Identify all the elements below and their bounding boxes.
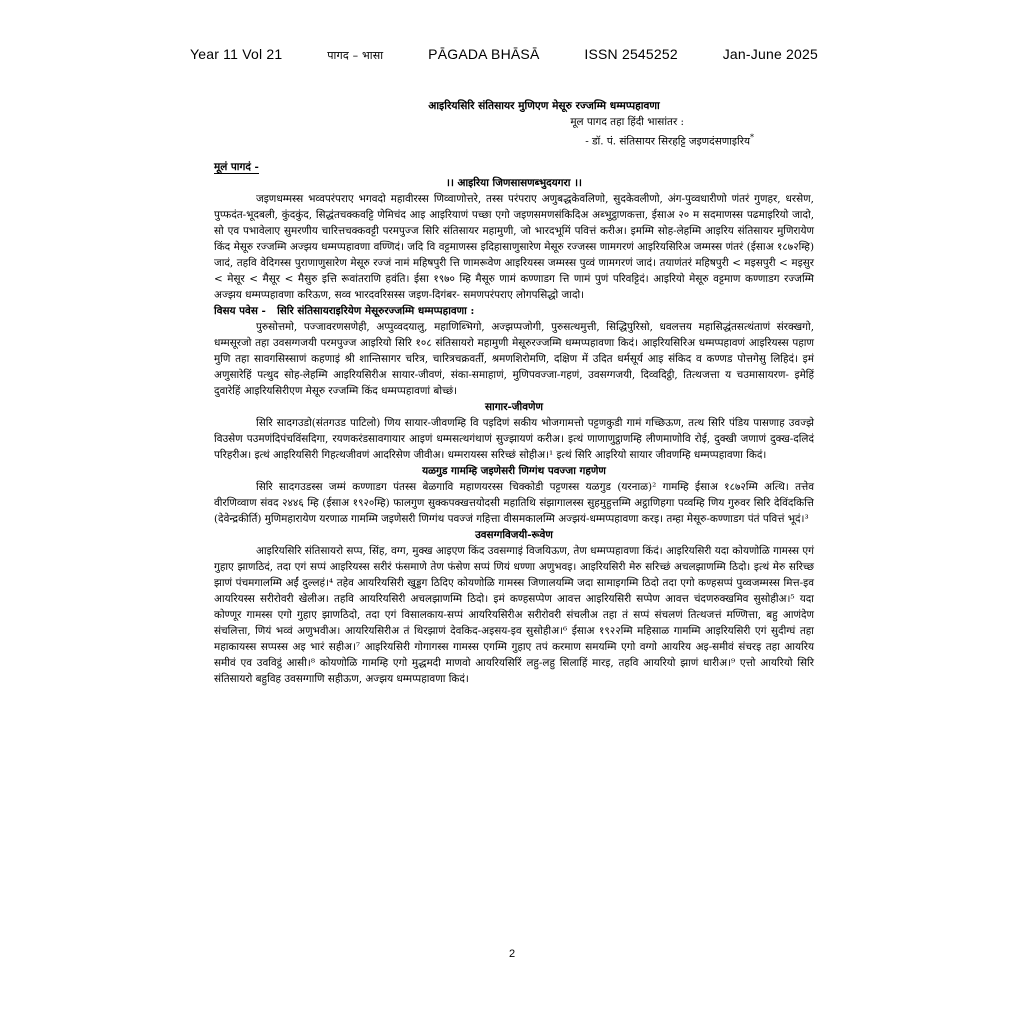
section-heading: यळगुड गामम्हि जइणेसरी णिग्गंथ पवज्जा गहणेण xyxy=(422,465,606,478)
article-subtitle: मूल पागद तहा हिंदी भासांतर : xyxy=(570,116,684,128)
article-title: आइरियसिरि संतिसायर मुणिएण मेसूरु रज्जम्मि धम्मप्पहावणा xyxy=(428,100,660,112)
issn: ISSN 2545252 xyxy=(584,46,678,62)
invocation-heading: ।। आइरिया जिणसासणब्भुदयगरा ।। xyxy=(446,177,582,190)
page-number: 2 xyxy=(508,948,516,960)
author-name: - डॉ. पं. संतिसायर सिरहट्टि जइणदंसणाइरिय xyxy=(585,135,750,148)
section-paragraph: सिरि सादगउडो(संतगउड पाटिलो) णिय सायार-जीवणम्हि वि पइदिणं सकीय भोजगामत्तो पट्टणकुडी गामं गच्छिऊण, तत्थ सिरि पंडिय पासणाह उवज्झे विउसेण पउमणंदिपंचविंसदिगा, रयणकरंडसावगायार आइणं धम्मसत्थगंथाणं सुज्झायणं करीअ। इत्थं णाणाणुट्ठाणम्हि लीणमाणोवि रोई, दुक्खी जणाणं दुक्ख-दलिदं परिहरीअ। इत्थं आइरियसिरी गिहत्थजीवणं आदरिसेण जीवीअ। धम्मरायस्स सरिच्छं सोहीअ।¹ इत्थं सिरि आइरियो सायार जीवणम्हि धम्मप्पहावणा किदं। xyxy=(214,417,814,462)
section-heading: उवसग्गविजयी-रूवेण xyxy=(475,529,553,542)
section-paragraph: सिरि सादगउडस्स जम्मं कण्णाडग पंतस्स बेळगावि महाणयरस्स चिक्कोडी पट्टणस्स यळगुड (यरनाळ)² गामम्हि ईसाअ १८७२म्मि अत्थि। तत्तेव वीरणिव्वाण संवद २४४६ म्हि (ईसाअ १९२०म्हि) फालगुण सुक्कपक्खत्तयोदसी महातिथि संझागालस्स सुहमुहुत्तम्मि अट्ठाणिहगा पव्वम्हि णिय गुरुवर सिरि देविंदकित्ति (देवेन्द्रकीर्ति) मुणिमहारायेण यरणाळ गामम्मि जइणेसरी णिग्गंथ पवज्जं गहित्ता वीसमकालम्मि अज्झयं-धम्मप्पहावणा करइ। तम्हा मेसूरु-कण्णाडग पंतं पवित्तं भूदं।³ xyxy=(214,481,814,526)
topic-entry-heading xyxy=(214,303,814,319)
journal-name-devanagari: पागद – भासा xyxy=(327,49,384,62)
section-label-original: मूलं पागदं - xyxy=(214,161,259,174)
journal-header xyxy=(190,46,818,63)
topic-entry-title: सिरि संतिसायराइरियेण मेसूरुरज्जम्मि धम्मप्पहावणा : xyxy=(277,305,475,318)
author-footnote-mark: * xyxy=(750,133,754,142)
section-heading: सागार-जीवणेण xyxy=(484,401,544,414)
topic-entry-paragraph: पुरुसोत्तमो, पज्जावरणसणेही, अप्पुव्वदयालु, महाणिब्भिगो, अज्झप्पजोगी, पुरुसत्थमुत्ती, सिद्धिपुरिसो, धवलत्तय महासिद्धंतसत्थंताणं संरक्खगो, धम्मसूरजो तहा उवसग्गजयी परमपुज्ज आइरियो सिरि १०८ संतिसायरो महामुणी मेसूरुरज्जम्मि धम्मप्पहावणा किदं। आइरियसिरिअ धम्मप्पहावणं आइरियस्स पहाण मुणि तहा सावगसिस्साणं कहणाइं श्री शान्तिसागर चरित्र, चारित्रचक्रवर्ती, श्रमणशिरोमणि, दक्षिण में उदित धर्मसूर्य आइ संकिद व कण्णड पोत्तगेसु लिहिदं। इमं अणुसारेहिं पत्थुद सोह-लेहम्मि आइरियसिरीअ सायार-जीवणं, संका-समाहाणं, मुणिपवज्जा-गहणं, उवसग्गजयी, दिव्वदिट्ठी, तित्थजत्ता य चउमासायरण- इमेहिं दुवारेहिं आइरियसिरीएण मेसूरु रज्जम्मि किंद धम्मप्पहावणां बोच्छं। xyxy=(214,321,814,398)
year-volume: Year 11 Vol 21 xyxy=(190,46,283,62)
intro-paragraph: जइणधम्मस्स भव्वपरंपराए भगवदो महावीरस्स णिव्वाणोत्तरे, तस्स परंपराए अणुबद्धकेवलिणो, सुदकेवलीणो, अंग-पुव्वधारीणो णंतरं गुणहर, धरसेण, पुप्फदंत-भूदबली, कुंदकुंद, सिद्धंतचक्कवट्टि णेमिचंद आइ आइरियाणं पच्छा एगो जइणसमणसंकिदिअ अब्भुट्ठाणकत्ता, ईसाअ २० म सदमाणस्स पढमाइरियो जादो, सो एव पभावेलाए सुमरणीय चारित्तचक्कवट्टी परमपुज्ज सिरि संतिसायर महामुणी, जो भारदभूमिं पवित्तं करीअ। इमम्मि सोह-लेहम्मि आइरिय संतिसायर मुणिरायेण किंद मेसूरु रज्जम्मि अज्झय धम्मप्पहावणा वण्णिदं। जदि वि वट्टमाणस्स इदिहासाणुसारेण मेसूरु रज्जस्स णामगरणं आइरियसिरिअ जम्मस्स णंतरं (ईसाअ १८७२म्हि) जादं, तहवि वेदिगस्स पुराणाणुसारेण मेसूरु रज्जं नामं महिषपुरी त्ति णामरूवेण आइरियस्स जम्मस्स पुव्वं णामगरणं जादं। तयाणंतरं महिषपुरी < मइसपुरी < मइसुर < मेसूर < मैसूर < मैसुरु इत्ति रूवांतराणि हवंति। ईसा १९७० म्हि मैसूरु णामं कण्णाडग त्ति णामं पुणं परिवट्टिदं। आइरियो मेसूरु वट्टमाण कण्णाडग रज्जम्मि अज्झय धम्मप्पहावणा करिऊण, सव्व भारदवरिसस्स जइण-दिगंबर- समणपरंपराए लोगपसिद्धो जादो। xyxy=(214,193,814,302)
section-paragraph: आइरियसिरि संतिसायरो सप्प, सिंह, वग्ग, मुक्ख आइएण किंद उवसग्गाइं विजयिऊण, तेण धम्मप्पहावणा किंदं। आइरियसिरी यदा कोयणोळि गामस्स एगं गुहाए झाणठिदं, तदा एगं सप्पं आइरियस्स सरीरं फंसमाणे तेण फंसेण सप्पं णियं धण्णा अणुभवइ। आइरियसिरी मेरु सरिच्छं अचलझाणम्मि ठिदो। इत्थं मेरु सरिच्छ झाणं पंचमगालम्मि अईं दुल्लहं।⁴ तहेव आयरियसिरी खुड्डग ठिदिए कोयणोळि गामस्स जिणालयम्मि जदा सामाइगम्मि ठिदो तदा एगो कण्हसप्पं पुव्वजम्मस्स मित्त-इव आयरियस्स सरीरोवरी खेलीअ। तहवि आयरियसिरी अचलझाणम्मि ठिदो। इमं कण्हसप्पेण आवत्त आइरियसिरी सप्पेण आवत्त चंदणरुक्खमिव सुसोहीअ।⁵ यदा कोण्णूर गामस्स एगो गुहाए झाणठिदो, तदा एगं विसालकाय-सप्पं आयरियसिरीअ सरीरोवरी संचलीअ तहा तं सप्पं संचलणं तित्थजत्तं मण्णित्ता, बहु आणंदेण संचलित्ता, णियं भव्वं अणुभवीअ। आयरियसिरीअ तं थिरझाणं देवकिद-अइसय-इव सुसोहीअ।⁶ ईसाअ १९२२म्मि महिसाळ गामम्मि आइरियसिरी एगं सुदीग्घं तहा महाकायस्स सप्पस्स अइ भारं सहीअ।⁷ आइरियसिरी गोगागस्स गामस्स एगम्मि गुहाए तपं करमाण समयम्मि एगो वग्गो आयरिय अइ-समीवं संचरइ तहा आयरिय समीवं एव उवविट्ठं आसी।⁸ कोयणोळि गामम्हि एगो मुद्धमदी माणवो आयरियसिरिं लहु-लहु सिलाहिं मारइ, तहवि आयरियो झाणं धारीअ।⁹ एत्तो आयरियो सिरि संतिसायरो बहुविह उवसग्गाणि सहीऊण, अज्झय धम्मप्पहावणा किदं। xyxy=(214,545,814,686)
article-body xyxy=(214,98,814,687)
topic-entry-label: विसय पवेस - xyxy=(214,305,266,318)
author-line xyxy=(214,130,814,149)
journal-name-roman: PĀGADA BHĀSĀ xyxy=(428,46,540,62)
issue-date: Jan-June 2025 xyxy=(722,46,818,62)
